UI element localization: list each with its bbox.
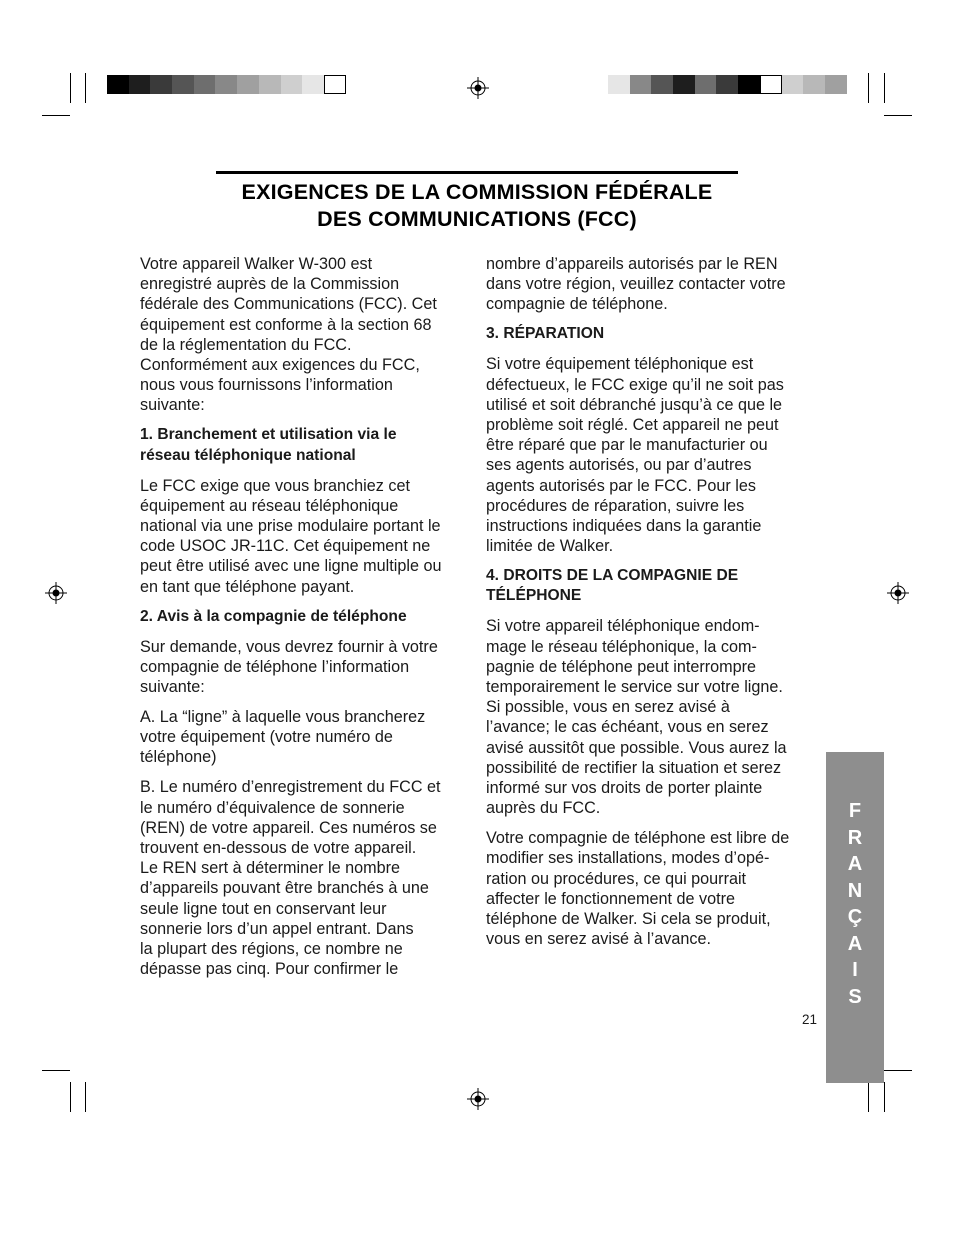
language-side-tab (826, 752, 884, 1083)
page-title (200, 179, 754, 233)
text-line: Sur demande, vous devrez fournir à votre (140, 637, 438, 656)
text-line: affecter le fonctionnement de votre (486, 889, 735, 908)
left-column (140, 254, 470, 989)
color-swatch (673, 75, 695, 94)
color-swatch (695, 75, 717, 94)
text-line: seule ligne tout en conservant leur (140, 899, 387, 918)
color-swatch (237, 75, 259, 94)
text-line: informé sur vos droits de porter plainte (486, 779, 763, 798)
color-swatch (172, 75, 194, 94)
text-line: suivante: (140, 678, 205, 697)
color-swatch (150, 75, 172, 94)
text-line: Si votre appareil téléphonique endom- (486, 617, 760, 636)
text-line: équipement au réseau téléphonique (140, 496, 399, 515)
section-heading-4 (486, 566, 816, 606)
text-line: téléphone) (140, 748, 217, 767)
section-3-paragraph (486, 354, 816, 556)
text-line: enregistré auprès de la Commission (140, 275, 400, 294)
section-heading-3 (486, 324, 816, 344)
text-line: Si possible, vous en serez avisé à (486, 698, 730, 717)
tab-letter: S (848, 985, 862, 1008)
color-bar-right (608, 75, 847, 94)
title-rule (216, 171, 738, 174)
section-1-paragraph (140, 476, 470, 597)
page-title-line2: DES COMMUNICATIONS (FCC) (317, 207, 637, 231)
color-swatch (302, 75, 324, 94)
text-line: votre équipement (votre numéro de (140, 728, 393, 747)
text-line: équipement est conforme à la section 68 (140, 315, 432, 334)
text-line: suivante: (140, 396, 205, 415)
color-bar-left (107, 75, 346, 94)
text-line: 2. Avis à la compagnie de téléphone (140, 607, 407, 625)
text-line: nous vous fournissons l’information (140, 376, 393, 395)
text-line: compagnie de téléphone. (486, 295, 668, 314)
text-line: Le FCC exige que vous branchiez cet (140, 476, 410, 495)
item-a-paragraph (140, 707, 470, 768)
text-line: 3. RÉPARATION (486, 325, 605, 343)
color-swatch (782, 75, 804, 94)
color-swatch (825, 75, 847, 94)
registration-mark-top-icon (467, 77, 489, 99)
text-line: en tant que téléphone payant. (140, 577, 355, 596)
color-swatch (803, 75, 825, 94)
intro-paragraph (140, 254, 470, 416)
tab-letter: A (847, 853, 863, 875)
text-line: défectueux, le FCC exige qu’il ne soit pas (486, 375, 784, 394)
text-line: 4. DROITS DE LA COMPAGNIE DE (486, 567, 739, 585)
text-line: la plupart des régions, ce nombre ne (140, 940, 403, 959)
right-column (486, 254, 816, 959)
text-line: instructions indiquées dans la garantie (486, 517, 762, 536)
color-swatch (760, 75, 782, 94)
text-line: réseau téléphonique national (140, 446, 356, 464)
text-line: l’avance; le cas échéant, vous en serez (486, 718, 769, 737)
section-4-paragraph (486, 616, 816, 818)
registration-mark-left-icon (45, 582, 67, 604)
text-line: fédérale des Communications (FCC). Cet (140, 295, 437, 314)
text-line: d’appareils pouvant être branchés à une (140, 879, 429, 898)
color-swatch (281, 75, 303, 94)
text-line: ses agents autorisés, ou par d’autres (486, 456, 752, 475)
color-swatch (651, 75, 673, 94)
color-swatch (129, 75, 151, 94)
text-line: A. La “ligne” à laquelle vous brancherez (140, 708, 426, 727)
text-line: dépasse pas cinq. Pour confirmer le (140, 960, 399, 979)
text-line: agents autorisés par le FCC. Pour les (486, 476, 756, 495)
tab-letter: I (852, 959, 858, 981)
language-tab-letters (826, 798, 884, 1010)
text-line: Le REN sert à déterminer le nombre (140, 859, 401, 878)
text-line: national via une prise modulaire portant le (140, 517, 441, 536)
section-heading-1 (140, 425, 470, 465)
page-title-line1: EXIGENCES DE LA COMMISSION FÉDÉRALE (241, 180, 713, 204)
item-b-paragraph (140, 777, 470, 979)
continued-paragraph (486, 254, 816, 315)
text-line: ration ou procédures, ce qui pourrait (486, 869, 747, 888)
tab-letter: F (848, 800, 862, 822)
text-line: limitée de Walker. (486, 537, 614, 556)
text-line: le numéro d’équivalence de sonnerie (140, 798, 405, 817)
tab-letter: N (847, 879, 863, 902)
text-line: TÉLÉPHONE (486, 587, 582, 605)
color-swatch (716, 75, 738, 94)
text-line: Votre compagnie de téléphone est libre de (486, 829, 790, 848)
text-line: Si votre équipement téléphonique est (486, 355, 754, 374)
text-line: problème soit réglé. Cet appareil ne peut (486, 416, 779, 435)
text-line: mage le réseau téléphonique, la com- (486, 637, 757, 656)
tab-letter: Ç (847, 906, 863, 928)
text-line: B. Le numéro d’enregistrement du FCC et (140, 778, 441, 797)
text-line: 1. Branchement et utilisation via le (140, 426, 397, 444)
text-line: auprès du FCC. (486, 799, 601, 818)
text-line: téléphone de Walker. Si cela se produit, (486, 910, 771, 929)
color-swatch (324, 75, 346, 94)
text-line: pagnie de téléphone peut interrompre (486, 657, 756, 676)
text-line: code USOC JR-11C. Cet équipement ne (140, 537, 431, 556)
text-line: procédures de réparation, suivre les (486, 496, 745, 515)
text-line: possibilité de rectifier la situation et serez (486, 758, 782, 777)
section-heading-2 (140, 607, 470, 627)
text-line: de la réglementation du FCC. (140, 335, 352, 354)
text-line: nombre d’appareils autorisés par le REN (486, 255, 778, 273)
text-line: peut être utilisé avec une ligne multiple ou (140, 557, 442, 576)
registration-mark-right-icon (887, 582, 909, 604)
color-swatch (215, 75, 237, 94)
text-line: trouvent en-dessous de votre appareil. (140, 839, 417, 858)
section-4-paragraph-2 (486, 828, 816, 949)
color-swatch (738, 75, 760, 94)
color-swatch (608, 75, 630, 94)
color-swatch (194, 75, 216, 94)
text-line: compagnie de téléphone l’information (140, 657, 410, 676)
text-line: Votre appareil Walker W-300 est (140, 255, 373, 273)
text-line: sonnerie lors d’un appel entrant. Dans (140, 919, 414, 938)
color-swatch (630, 75, 652, 94)
text-line: vous en serez avisé à l’avance. (486, 930, 711, 949)
text-line: modifier ses installations, modes d’opé- (486, 849, 770, 868)
text-line: Conformément aux exigences du FCC, (140, 356, 420, 375)
text-line: dans votre région, veuillez contacter votre (486, 275, 786, 294)
registration-mark-bottom-icon (467, 1088, 489, 1110)
text-line: temporairement le service sur votre ligne. (486, 678, 783, 697)
tab-letter: A (847, 932, 863, 955)
text-line: (REN) de votre appareil. Ces numéros se (140, 818, 437, 837)
text-line: utilisé et soit débranché jusqu’à ce que le (486, 395, 783, 414)
section-2-paragraph (140, 637, 470, 698)
color-swatch (259, 75, 281, 94)
text-line: être réparé que par le manufacturier ou (486, 436, 768, 455)
color-swatch (107, 75, 129, 94)
text-line: avisé aussitôt que possible. Vous aurez la (486, 738, 787, 757)
page-number: 21 (801, 1012, 817, 1027)
tab-letter: R (847, 826, 863, 849)
